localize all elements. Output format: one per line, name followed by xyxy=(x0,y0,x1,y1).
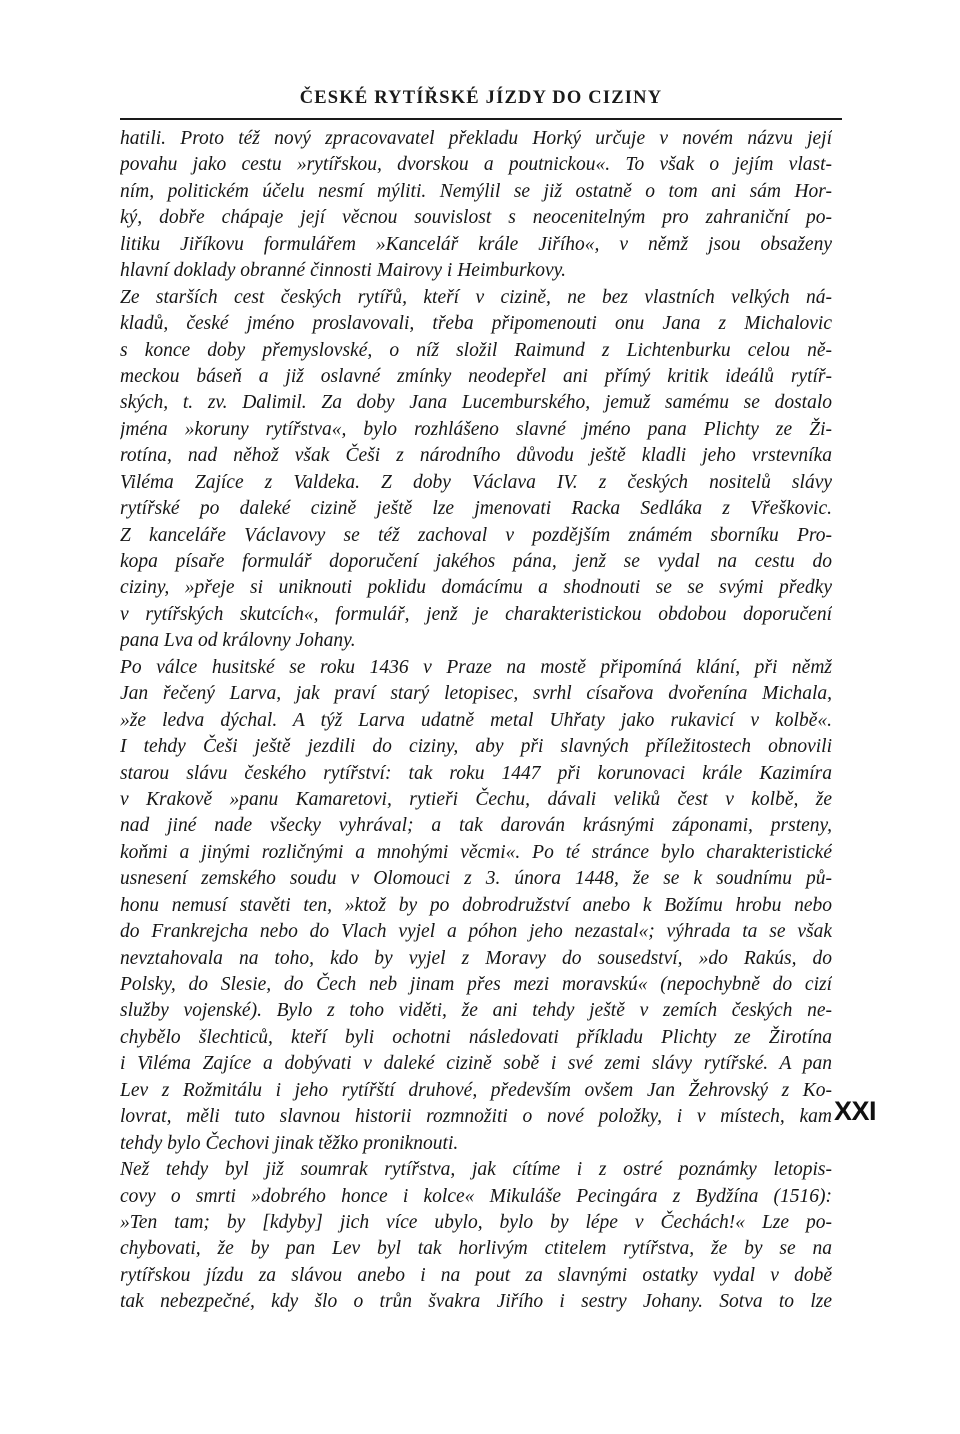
text-line: meckou báseň a již oslavné zmínky neodepřel ani přímý kritik ideálů rytíř- xyxy=(120,365,832,387)
text-line: v rytířských skutcích«, formulář, jenž je charakteristickou obdobou doporučení xyxy=(120,603,832,625)
text-line: nad jiné nade všecky vyhrával; a tak darován krásnými záponami, prsteny, xyxy=(120,815,832,837)
text-line: covy o smrti »dobrého honce i kolce« Mikuláše Pecingára z Bydžína (1516): xyxy=(120,1185,832,1207)
text-line: ním, politickém účelu nesmí mýliti. Nemýlil se již ostatně o tom ani sám Hor- xyxy=(120,180,832,202)
text-line: koňmi a jinými rozličnými a mnohými věcmi«. Po té stránce bylo charakteristické xyxy=(120,841,832,863)
text-line: jména »koruny rytířstva«, bylo rozhlášeno slavné jméno pana Plichty ze Ži- xyxy=(120,418,832,440)
text-line: kopa písaře formulář doporučení jakéhos pána, jenž se vydal na cestu do xyxy=(120,551,832,572)
text-line: »Ten tam; by [kdyby] jich více ubylo, bylo by lépe v Čechách!« Lze po- xyxy=(120,1211,832,1233)
text-line: Jan řečený Larva, jak praví starý letopisec, svrhl císařova dvořenína Michala, xyxy=(120,683,832,705)
text-line: v Krakově »panu Kamaretovi, rytieři Čechu, dávali veliků čest v kolbě, že xyxy=(120,788,832,810)
text-line: služby vojenské). Bylo z toho viděti, že ani tehdy ještě v zemích českých ne- xyxy=(120,1000,832,1022)
header-rule xyxy=(120,118,842,120)
text-line: Po válce husitské se roku 1436 v Praze na mostě připomíná klání, při němž xyxy=(120,656,832,678)
text-line: Z kanceláře Václavovy se též zachoval v pozdějším známém sborníku Pro- xyxy=(120,524,832,546)
text-line: i Viléma Zajíce a dobývati v daleké cizině sobě i své zemi slávy rytířské. A pan xyxy=(120,1053,832,1075)
text-line: rotína, nad něhož však Češi z národního důvodu ještě kladli jeho vrstevníka xyxy=(120,445,832,467)
text-line: hlavní doklady obranné činnosti Mairovy i Heimburkovy. xyxy=(120,260,567,282)
running-head: ČESKÉ RYTÍŘSKÉ JÍZDY DO CIZINY xyxy=(299,88,663,108)
text-line: kladů, české jméno proslavovali, třeba připomenouti onu Jana z Michalovic xyxy=(120,313,832,335)
text-line: Než tehdy byl již soumrak rytířstva, jak cítíme i z ostré poznámky letopis- xyxy=(120,1159,832,1181)
page-number: XXI xyxy=(833,1096,876,1126)
text-line: rytířské po daleké cizině ještě lze jmenovati Racka Sedláka z Vřeškovic. xyxy=(120,498,832,520)
body-text xyxy=(120,126,832,1316)
text-line: ký, dobře chápaje její věcnou souvislost s neocenitelným pro zahraniční po- xyxy=(120,207,832,229)
text-line: hatili. Proto též nový zpracovavatel překladu Horký určuje v novém názvu její xyxy=(120,128,832,149)
text-line: Lev z Rožmitálu i jeho rytířští druhové, především ovšem Jan Žehrovský z Ko- xyxy=(120,1079,832,1101)
text-line: chybovati, že by pan Lev byl tak horlivým ctitelem rytířstva, že by se na xyxy=(120,1238,832,1260)
text-line: I tehdy Češi ještě jezdili do ciziny, aby při slavných příležitostech obnovili xyxy=(120,736,832,758)
text-line: pana Lva od královny Johany. xyxy=(120,630,356,652)
text-line: do Frankrejcha nebo do Vlach vyjel a póhon jeho nezastal«; výhrada ta se však xyxy=(120,921,832,943)
text-line: litiku Jiříkovu formulářem »Kancelář krále Jiřího«, v němž jsou obsaženy xyxy=(120,233,832,255)
text-line: Viléma Zajíce z Valdeka. Z doby Václava IV. z českých nositelů slávy xyxy=(120,471,832,493)
text-line: ciziny, »přeje si uniknouti poklidu domácímu a shodnouti se se svými předky xyxy=(120,577,832,599)
text-line: tak nebezpečné, kdy šlo o trůn švakra Jiřího i sestry Johany. Sotva to lze xyxy=(120,1291,832,1313)
text-line: chybělo šlechticů, kteří byli ochotni následovati příkladu Plichty ze Žirotína xyxy=(120,1026,832,1048)
text-line: Ze starších cest českých rytířů, kteří v cizině, ne bez vlastních velkých ná- xyxy=(120,286,832,308)
text-line: rytířskou jízdu za slávou anebo i na pout za slavnými ostatky vydal v době xyxy=(120,1264,832,1286)
text-line: starou slávu českého rytířství: tak roku 1447 při korunovaci krále Kazimíra xyxy=(120,762,832,784)
text-line: honu nemusí stavěti ten, »ktož by po dobrodružství anebo k Božímu hrobu nebo xyxy=(120,894,832,916)
text-line: tehdy bylo Čechovi jinak těžko proniknouti. xyxy=(120,1132,459,1154)
text-line: Polsky, do Slesie, do Čech neb jinam přes mezi moravskú« (nepochybně do cizí xyxy=(120,974,832,995)
text-line: nevztahovala na toho, kdo by vyjel z Moravy do sousedství, »do Rakús, do xyxy=(120,947,832,969)
text-line: s konce doby přemyslovské, o níž složil Raimund z Lichtenburku celou ně- xyxy=(120,339,832,361)
text-line: lovrat, měli tuto slavnou historii rozmnožiti o nové položky, i v místech, kam xyxy=(120,1106,832,1128)
text-line: »že ledva dýchal. A týž Larva udatně metal Uhřaty jako rukavicí v kolbě«. xyxy=(120,709,832,731)
text-line: povahu jako cestu »rytířskou, dvorskou a poutnickou«. To však o jejím vlast- xyxy=(120,154,832,176)
text-line: usnesení zemského soudu v Olomouci z 3. února 1448, že se k soudnímu pů- xyxy=(120,868,832,890)
text-line: ských, t. zv. Dalimil. Za doby Jana Lucemburského, jemuž samému se dostalo xyxy=(120,392,832,414)
